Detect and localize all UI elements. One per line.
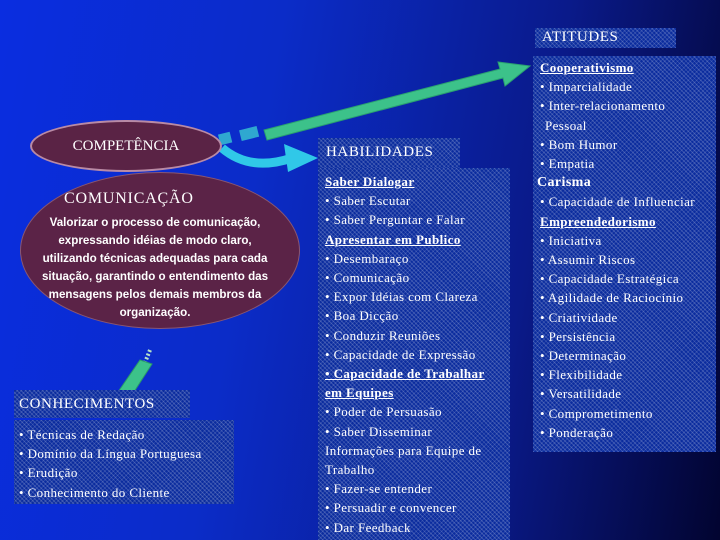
list-item: • Dar Feedback [325, 519, 411, 535]
arrow-to-atitudes [264, 62, 530, 140]
comunicacao-description [30, 214, 280, 322]
list-item: • Conduzir Reuniões [325, 327, 441, 343]
list-item: • Flexibilidade [540, 367, 623, 383]
list-item: • Criatividade [540, 309, 618, 325]
conhecimentos-list [19, 425, 202, 502]
list-item: • Técnicas de Redação [19, 427, 145, 442]
list-item: Empreendedorismo [540, 213, 656, 229]
comunicacao-title: COMUNICAÇÃO [64, 190, 194, 207]
list-item: • Capacidade Estratégica [540, 271, 680, 287]
habilidades-title: HABILIDADES [326, 144, 434, 160]
list-item: • Imparcialidade [540, 79, 633, 95]
list-item: • Boa Dicção [325, 308, 399, 324]
list-item: • Expor Idéias com Clareza [325, 289, 478, 305]
list-item: • Capacidade de Trabalhar [325, 366, 485, 382]
list-item: • Persistência [540, 328, 616, 344]
list-item: • Comprometimento [540, 405, 653, 421]
list-item: • Ponderação [540, 424, 614, 440]
list-item: • Inter-relacionamento [540, 98, 666, 114]
description-line: situação, garantindo o entendimento das [41, 270, 269, 283]
conhecimentos-title: CONHECIMENTOS [19, 396, 155, 412]
list-item: • Poder de Persuasão [325, 404, 442, 420]
dash-segment [239, 126, 259, 141]
competencia-ellipse [30, 120, 222, 172]
list-item: Saber Dialogar [325, 174, 415, 189]
list-item: Carisma [537, 175, 592, 191]
list-item: • Versatilidade [540, 386, 622, 402]
description-line: mensagens pelos demais membros da [48, 288, 262, 301]
list-item: Informações para Equipe de [325, 442, 482, 458]
list-item: • Iniciativa [540, 232, 602, 248]
list-item: Apresentar em Publico [325, 231, 461, 247]
list-item: • Saber Disseminar [325, 423, 433, 439]
list-item: • Erudição [19, 465, 78, 481]
list-item: • Fazer-se entender [325, 481, 433, 497]
description-line: organização. [119, 306, 191, 319]
list-item: Trabalho [325, 462, 375, 478]
list-item: • Determinação [540, 348, 627, 364]
list-item: • Bom Humor [540, 136, 618, 152]
list-item: • Empatia [540, 156, 595, 172]
list-item: • Conhecimento do Cliente [19, 484, 170, 500]
curved-arrow [222, 148, 292, 163]
atitudes-title: ATITUDES [542, 29, 619, 45]
list-item: • Comunicação [325, 270, 410, 286]
list-item: em Equipes [325, 385, 394, 401]
list-item: • Saber Perguntar e Falar [325, 212, 465, 228]
conhecimentos-box [14, 420, 234, 504]
list-item: Pessoal [545, 117, 587, 133]
list-item: • Agilidade de Raciocínio [540, 290, 684, 306]
list-item: • Capacidade de Influenciar [540, 194, 696, 210]
description-line: Valorizar o processo de comunicação, [49, 216, 261, 229]
list-item: Cooperativismo [540, 60, 634, 75]
description-line: expressando idéias de modo claro, [58, 234, 252, 247]
list-item: • Domínio da Língua Portuguesa [19, 446, 202, 462]
list-item: • Desembaraço [325, 250, 409, 266]
competencia-label: COMPETÊNCIA [72, 137, 180, 154]
list-item: • Assumir Riscos [540, 252, 636, 268]
list-item: • Capacidade de Expressão [325, 346, 476, 362]
curved-arrow-head [284, 144, 318, 172]
list-item: • Saber Escutar [325, 193, 411, 209]
conhecimentos-title-box [14, 390, 190, 418]
list-item: • Persuadir e convencer [325, 500, 457, 516]
description-line: utilizando técnicas adequadas para cada [42, 252, 268, 265]
